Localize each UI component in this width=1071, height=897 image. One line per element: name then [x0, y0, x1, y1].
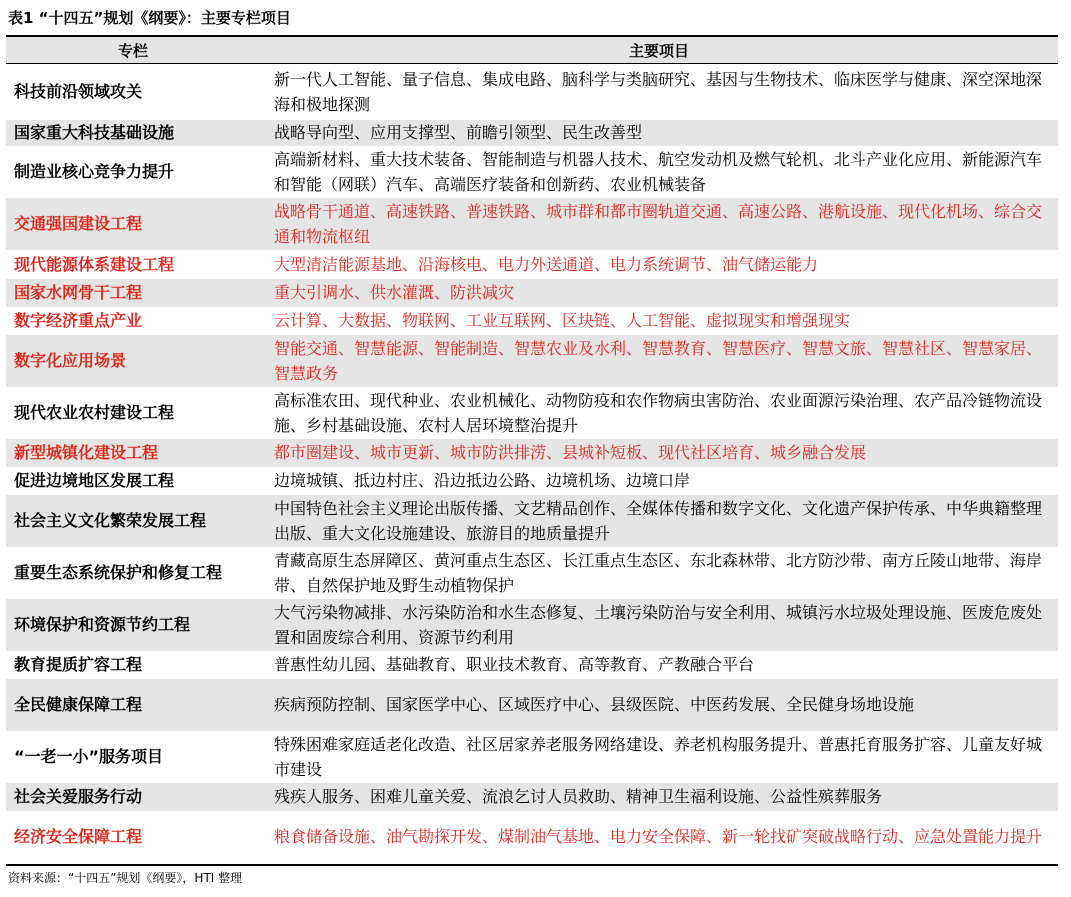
column-name-cell: 社会主义文化繁荣发展工程 — [6, 495, 260, 547]
header-column-items: 主要项目 — [260, 37, 1058, 64]
table-body — [6, 64, 1058, 863]
table-row — [6, 279, 1058, 307]
column-name-cell: 社会关爱服务行动 — [6, 783, 260, 811]
table-row — [6, 120, 1058, 146]
main-items-cell: 都市圈建设、城市更新、城市防洪排涝、县城补短板、现代社区培育、城乡融合发展 — [260, 439, 1058, 467]
table-row — [6, 599, 1058, 651]
column-name-cell: 重要生态系统保护和修复工程 — [14, 563, 223, 582]
table-row — [6, 651, 1058, 679]
table-row — [6, 731, 1058, 783]
main-items-cell: 中国特色社会主义理论出版传播、文艺精品创作、全媒体传播和数字文化、文化遗产保护传承、中华典籍整理出版、重大文化设施建设、旅游目的地质量提升 — [260, 495, 1058, 547]
main-items-cell: 高标准农田、现代种业、农业机械化、动物防疫和农作物病虫害防治、农业面源污染治理、农产品冷链物流设施、乡村基础设施、农村人居环境整治提升 — [274, 390, 1043, 435]
column-name-cell: 教育提质扩容工程 — [14, 655, 143, 674]
main-items-cell: 普惠性幼儿园、基础教育、职业技术教育、高等教育、产教融合平台 — [274, 655, 755, 674]
main-items-cell: 战略导向型、应用支撑型、前瞻引领型、民生改善型 — [260, 120, 1058, 146]
main-items-cell: 云计算、大数据、物联网、工业互联网、区块链、人工智能、虚拟现实和增强现实 — [274, 311, 851, 330]
table-row — [6, 307, 1058, 335]
column-name-cell: 科技前沿领域攻关 — [14, 82, 143, 102]
table-row — [6, 64, 1058, 120]
column-name-cell: 环境保护和资源节约工程 — [6, 599, 260, 651]
header-column-name: 专栏 — [6, 37, 260, 64]
main-items-cell: 特殊困难家庭适老化改造、社区居家养老服务网络建设、养老机构服务提升、普惠托育服务扩容、儿童友好城市建设 — [274, 734, 1043, 779]
table-row — [6, 547, 1058, 599]
main-items-cell: 智能交通、智慧能源、智能制造、智慧农业及水利、智慧教育、智慧医疗、智慧文旅、智慧社区、智慧家居、智慧政务 — [260, 335, 1058, 387]
table-header-row — [6, 37, 1058, 64]
table-title: 表1 “十四五”规划《纲要》：主要专栏项目 — [8, 9, 291, 27]
main-items-cell: 疾病预防控制、国家医学中心、区域医疗中心、县级医院、中医药发展、全民健身场地设施 — [260, 679, 1058, 731]
column-name-cell: 全民健康保障工程 — [6, 679, 260, 731]
main-items-cell: 重大引调水、供水灌溉、防洪减灾 — [260, 279, 1058, 307]
source-note: 资料来源：“十四五”规划《纲要》，HTI 整理 — [8, 871, 243, 885]
main-items-cell: 战略骨干通道、高速铁路、普速铁路、城市群和都市圈轨道交通、高速公路、港航设施、现代化机场、综合交通和物流枢纽 — [260, 198, 1058, 250]
column-name-cell: 数字经济重点产业 — [14, 311, 143, 330]
table-row — [6, 467, 1058, 495]
column-name-cell: 经济安全保障工程 — [14, 827, 143, 846]
column-name-cell: 数字化应用场景 — [6, 335, 260, 387]
main-items-cell: 高端新材料、重大技术装备、智能制造与机器人技术、航空发动机及燃气轮机、北斗产业化应用、新能源汽车和智能（网联）汽车、高端医疗装备和创新药、农业机械装备 — [274, 149, 1043, 194]
table-row — [6, 146, 1058, 198]
column-name-cell: 现代能源体系建设工程 — [14, 254, 175, 274]
column-name-cell: 国家重大科技基础设施 — [6, 120, 260, 146]
main-items-cell: 残疾人服务、困难儿童关爱、流浪乞讨人员救助、精神卫生福利设施、公益性殡葬服务 — [260, 783, 1058, 811]
table-row — [6, 495, 1058, 547]
column-name-cell: 现代农业农村建设工程 — [14, 403, 175, 422]
column-name-cell: 促进边境地区发展工程 — [14, 471, 175, 490]
projects-table — [6, 37, 1058, 863]
column-name-cell: 国家水网骨干工程 — [6, 279, 260, 307]
main-items-cell: 青藏高原生态屏障区、黄河重点生态区、长江重点生态区、东北森林带、北方防沙带、南方丘陵山地带、海岸带、自然保护地及野生动植物保护 — [274, 550, 1043, 595]
table-row — [6, 335, 1058, 387]
column-name-cell: 制造业核心竞争力提升 — [14, 162, 175, 181]
table-row — [6, 783, 1058, 811]
table-row — [6, 250, 1058, 279]
table-row — [6, 439, 1058, 467]
column-name-cell: 交通强国建设工程 — [6, 198, 260, 250]
table-row — [6, 387, 1058, 439]
table-row — [6, 679, 1058, 731]
main-items-cell: 新一代人工智能、量子信息、集成电路、脑科学与类脑研究、基因与生物技术、临床医学与健康、深空深地深海和极地探测 — [274, 69, 1043, 114]
main-items-cell: 粮食储备设施、油气勘探开发、煤制油气基地、电力安全保障、新一轮找矿突破战略行动、应急处置能力提升 — [274, 827, 1043, 846]
table-row — [6, 198, 1058, 250]
bottom-rule — [6, 864, 1058, 866]
main-items-cell: 大型清洁能源基地、沿海核电、电力外送通道、电力系统调节、油气储运能力 — [274, 254, 819, 274]
main-items-cell: 边境城镇、抵边村庄、沿边抵边公路、边境机场、边境口岸 — [274, 471, 691, 490]
main-items-cell: 大气污染物减排、水污染防治和水生态修复、土壤污染防治与安全利用、城镇污水垃圾处理设施、医废危废处置和固废综合利用、资源节约利用 — [260, 599, 1058, 651]
column-name-cell: “一老一小”服务项目 — [14, 747, 164, 766]
column-name-cell: 新型城镇化建设工程 — [6, 439, 260, 467]
table-row — [6, 811, 1058, 863]
